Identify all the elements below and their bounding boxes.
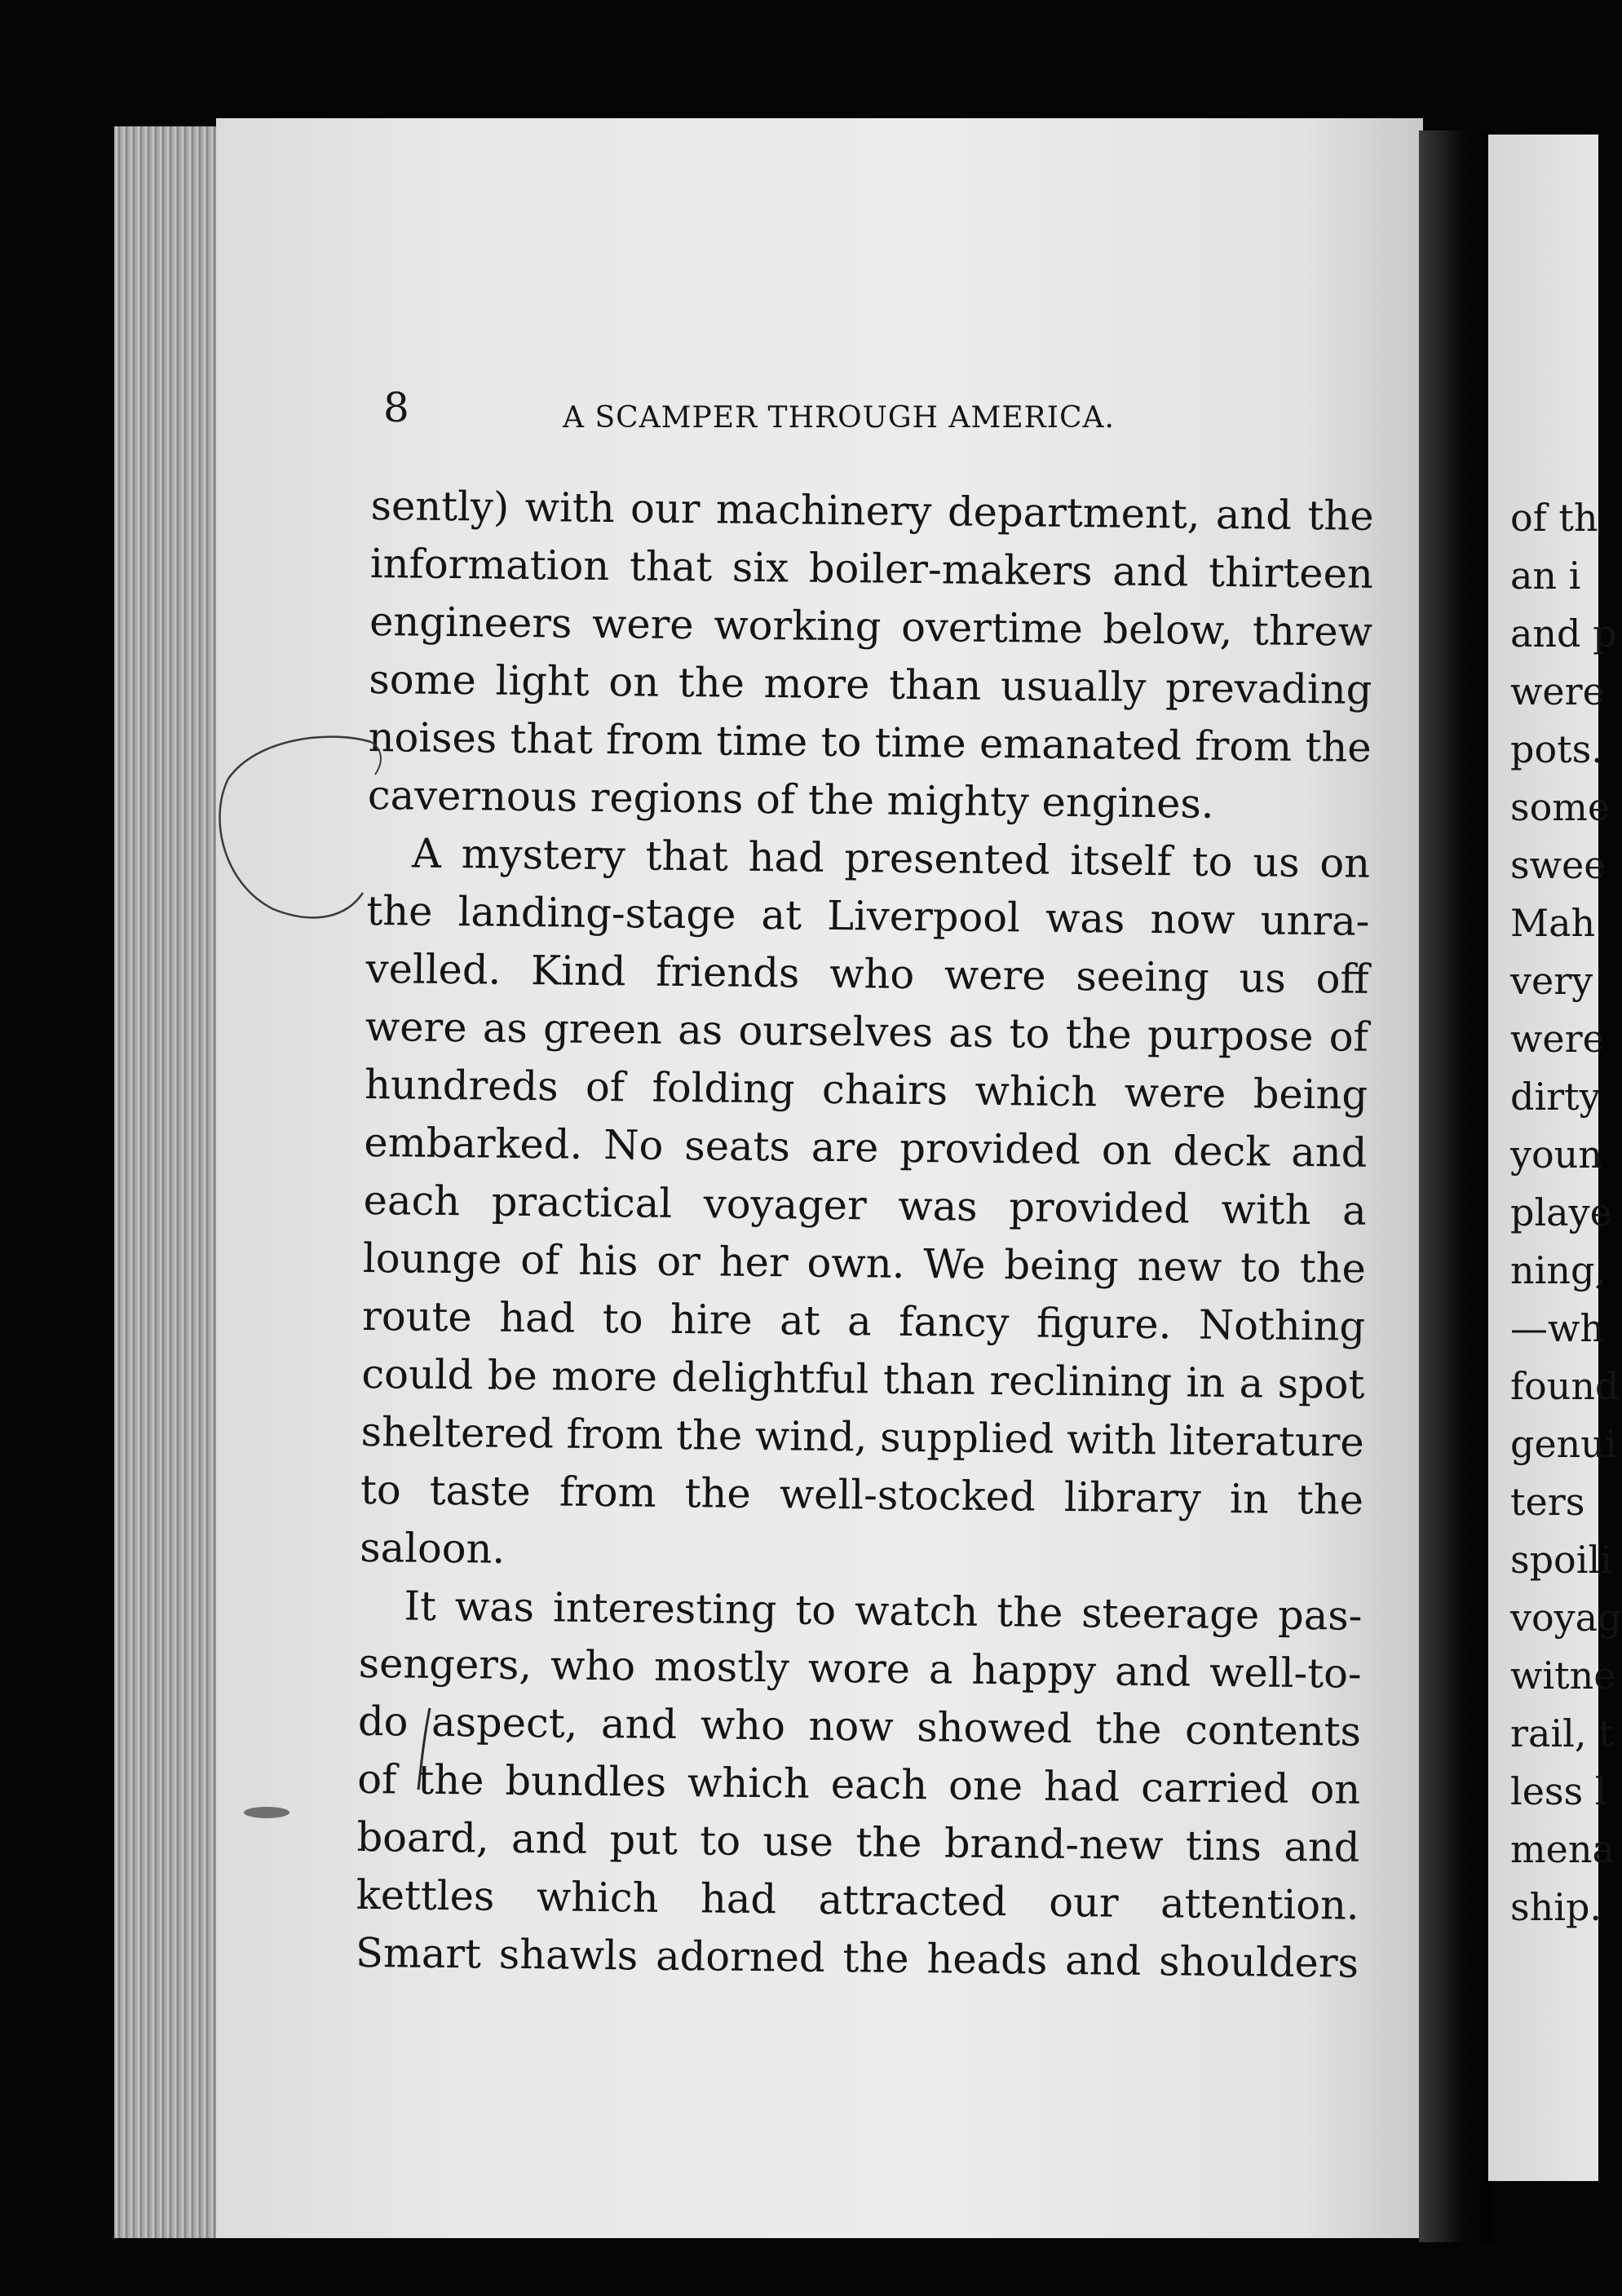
facing-line: found bbox=[1510, 1364, 1620, 1408]
facing-line: rail, t bbox=[1510, 1711, 1614, 1755]
text-line: route had to hire at a fancy figure. Nothing bbox=[361, 1292, 1366, 1350]
text-line: Smart shawls adorned the heads and shoulders bbox=[355, 1928, 1359, 1987]
text-line: sently) with our machinery department, and the bbox=[370, 481, 1374, 540]
page-number: 8 bbox=[383, 384, 409, 431]
facing-line: ning, bbox=[1510, 1248, 1607, 1292]
facing-line: —wh bbox=[1510, 1306, 1604, 1350]
text-line: were as green as ourselves as to the purpose of bbox=[365, 1002, 1369, 1061]
pencil-loop-mark bbox=[208, 730, 396, 925]
facing-line: were bbox=[1510, 1017, 1605, 1061]
text-line: sheltered from the wind, supplied with literature bbox=[360, 1407, 1364, 1466]
facing-line: and p bbox=[1510, 612, 1617, 656]
facing-line: swee bbox=[1510, 843, 1607, 887]
text-line: It was interesting to watch the steerage pas- bbox=[404, 1582, 1363, 1640]
body-text bbox=[356, 477, 1374, 1993]
page-edge-leaves bbox=[114, 126, 220, 2238]
text-line: saloon. bbox=[359, 1523, 506, 1573]
text-line: embarked. No seats are provided on deck and bbox=[364, 1118, 1368, 1177]
text-line: information that six boiler-makers and thirteen bbox=[369, 539, 1374, 598]
facing-line: spoili bbox=[1510, 1538, 1612, 1582]
pencil-stroke-mark bbox=[412, 1704, 436, 1794]
text-line: each practical voyager was provided with a bbox=[363, 1176, 1367, 1234]
facing-line: less l bbox=[1510, 1769, 1607, 1813]
text-line: cavernous regions of the mighty engines. bbox=[367, 770, 1214, 828]
facing-line: witne bbox=[1510, 1654, 1616, 1698]
running-head: A SCAMPER THROUGH AMERICA. bbox=[563, 401, 1115, 435]
text-line: velled. Kind friends who were seeing us off bbox=[365, 944, 1369, 1003]
facing-line: pots. bbox=[1510, 727, 1603, 771]
text-line: engineers were working overtime below, threw bbox=[369, 597, 1373, 656]
text-line: noises that from time to time emanated from the bbox=[368, 713, 1372, 771]
facing-line: an i bbox=[1510, 554, 1581, 598]
facing-line: Mah bbox=[1510, 901, 1596, 945]
facing-line: mena bbox=[1510, 1827, 1615, 1871]
facing-line: some bbox=[1510, 785, 1611, 829]
facing-page-text bbox=[1510, 489, 1622, 1936]
text-line: lounge of his or her own. We being new to the bbox=[362, 1234, 1367, 1292]
facing-line: of th bbox=[1510, 496, 1598, 540]
ink-smudge-mark bbox=[241, 1802, 294, 1822]
text-line: could be more delightful than reclining in a spot bbox=[361, 1349, 1365, 1408]
text-line: A mystery that had presented itself to us on bbox=[411, 829, 1371, 887]
facing-line: dirty bbox=[1510, 1075, 1601, 1119]
text-line: sengers, who mostly wore a happy and well-to- bbox=[358, 1639, 1362, 1698]
facing-line: playe bbox=[1510, 1190, 1612, 1234]
text-line: do aspect, and who now showed the contents bbox=[357, 1697, 1362, 1755]
facing-line: ship. bbox=[1510, 1885, 1602, 1929]
text-line: the landing-stage at Liverpool was now unra- bbox=[366, 886, 1370, 945]
text-line: to taste from the well-stocked library in the bbox=[360, 1465, 1364, 1524]
text-line: hundreds of folding chairs which were being bbox=[364, 1060, 1368, 1119]
text-line: board, and put to use the brand-new tins and bbox=[356, 1813, 1360, 1871]
text-line: of the bundles which each one had carried on bbox=[356, 1755, 1361, 1813]
facing-line: youn bbox=[1510, 1133, 1602, 1177]
book-gutter bbox=[1419, 130, 1492, 2242]
facing-line: were bbox=[1510, 669, 1605, 713]
facing-line: very bbox=[1510, 959, 1593, 1003]
text-line: kettles which had attracted our attention. bbox=[356, 1870, 1360, 1929]
facing-line: ters bbox=[1510, 1480, 1585, 1524]
facing-line: voyag bbox=[1510, 1596, 1622, 1640]
text-line: some light on the more than usually prevading bbox=[369, 655, 1372, 713]
facing-line: genui bbox=[1510, 1422, 1617, 1466]
